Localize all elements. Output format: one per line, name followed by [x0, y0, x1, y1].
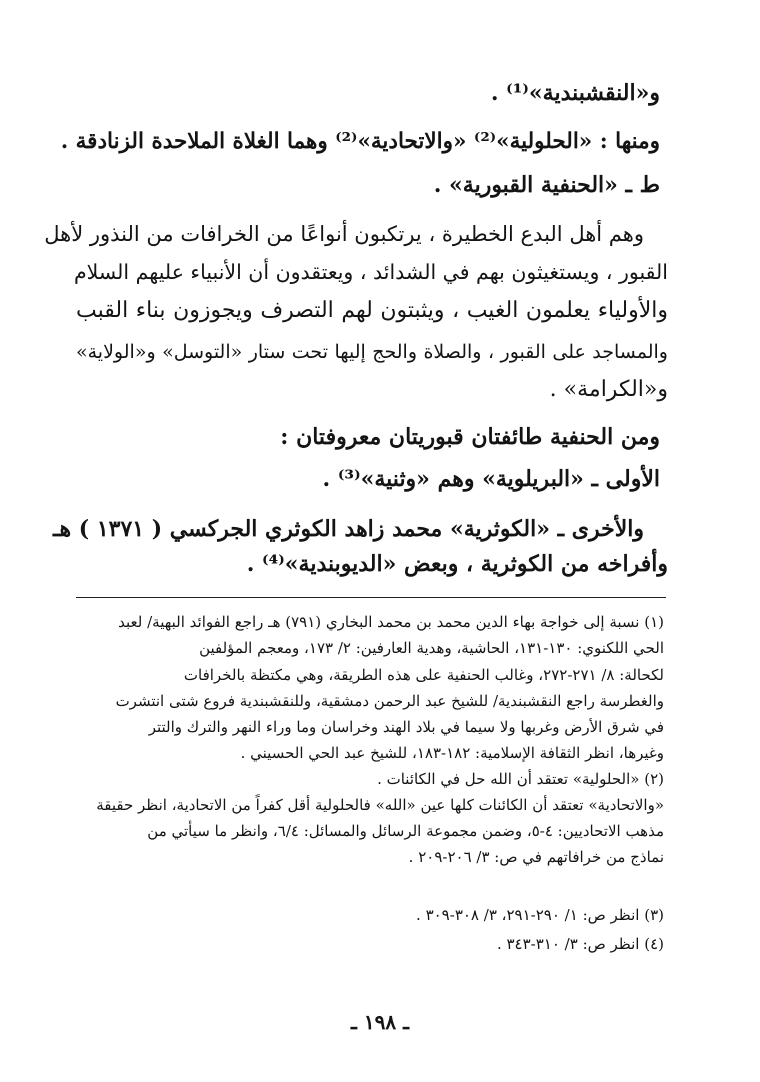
body-line-2: ومنها : «الحلولية»⁽²⁾ «والاتحادية»⁽²⁾ وهما الغلاة الملاحدة الزنادقة .: [60, 129, 660, 154]
footnote-separator: [76, 597, 666, 598]
footnote-1-line-1: (١) نسبة إلى خواجة بهاء الدين محمد بن محمد البخاري (٧٩١) هـ راجع الفوائد البهية/ لعبد: [118, 613, 664, 631]
footnote-2-line-1: (٢) «الحلولية» تعتقد أن الله حل في الكائنات .: [377, 770, 664, 788]
footnote-1-line-5: في شرق الأرض وغربها ولا سيما في بلاد الهند وخراسان وما وراء النهر والترك والتتر: [148, 718, 664, 736]
body-line-6: والأولياء يعلمون الغيب ، ويثبتون لهم التصرف ويجوزون بناء القبب: [76, 298, 668, 323]
footnote-2-line-2: «والاتحادية» تعتقد أن الكائنات كلها عين «الله» فالحلولية أقل كفراً من الاتحادية، انظر حقيقة: [96, 796, 664, 814]
body-line-5: القبور ، ويستغيثون بهم في الشدائد ، ويعتقدون أن الأنبياء عليهم السلام: [73, 260, 668, 284]
body-line-10: الأولى ـ «البريلوية» وهم «وثنية»⁽³⁾ .: [322, 466, 660, 492]
body-line-8: و«الكرامة» .: [549, 377, 668, 402]
section-heading-t: ط ـ «الحنفية القبورية» .: [433, 172, 660, 198]
body-line-12: وأفراخه من الكوثرية ، وبعض «الديوبندية»⁽⁴⁾ .: [246, 551, 668, 577]
page-number: ـ ١٩٨ ـ: [351, 1010, 409, 1034]
footnote-2-line-4: نماذج من خرافاتهم في ص: ٣/ ٢٠٦-٢٠٩ .: [408, 848, 664, 866]
body-line-9: ومن الحنفية طائفتان قبوريتان معروفتان :: [280, 424, 660, 450]
footnote-1-line-3: لكحالة: ٨/ ٢٧١-٢٧٢، وغالب الحنفية على هذه الطريقة، وهي مكتظة بالخرافات: [183, 666, 664, 684]
body-line-4: وهم أهل البدع الخطيرة ، يرتكبون أنواعًا من الخرافات من النذور لأهل: [44, 222, 644, 246]
footnote-1-line-2: الحي اللكنوي: ١٣٠-١٣١، الحاشية، وهدية العارفين: ٢/ ١٧٣، ومعجم المؤلفين: [199, 639, 664, 657]
footnote-1-line-6: وغيرها، انظر الثقافة الإسلامية: ١٨٢-١٨٣، للشيخ عبد الحي الحسيني .: [240, 744, 664, 762]
body-line-1: و«النقشبندية»⁽¹⁾ .: [490, 80, 660, 106]
footnote-1-line-4: والغطرسة راجع النقشبندية/ للشيخ عبد الرحمن دمشقية، وللنقشبندية فروع شتى انتشرت: [115, 692, 664, 710]
body-line-11: والأخرى ـ «الكوثرية» محمد زاهد الكوثري الجركسي ( ١٣٧١ ) هـ: [53, 516, 644, 542]
footnote-3: (٣) انظر ص: ١/ ٢٩٠-٢٩١، ٣/ ٣٠٨-٣٠٩ .: [416, 906, 664, 924]
footnote-2-line-3: مذهب الاتحاديين: ٤-٥، وضمن مجموعة الرسائل والمسائل: ٦/٤، وانظر ما سيأتي من: [147, 822, 664, 840]
body-line-7: والمساجد على القبور ، والصلاة والحج إليها تحت ستار «التوسل» و«الولاية»: [76, 341, 668, 363]
footnote-4: (٤) انظر ص: ٣/ ٣١٠-٣٤٣ .: [496, 935, 664, 953]
